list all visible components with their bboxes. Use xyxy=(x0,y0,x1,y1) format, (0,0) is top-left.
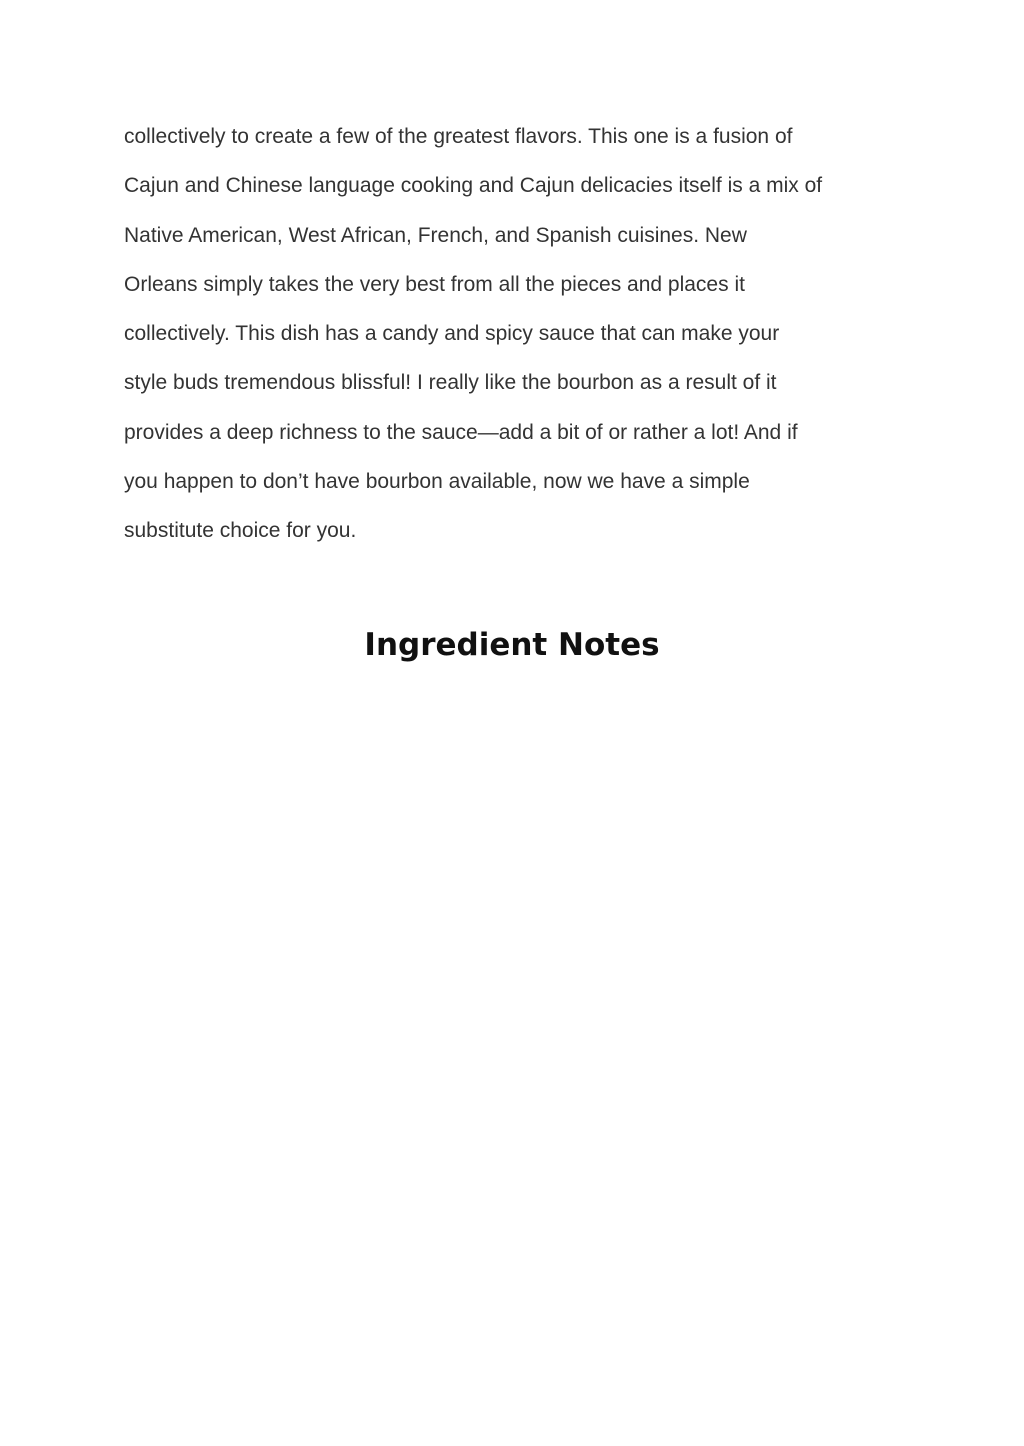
body-paragraph xyxy=(124,112,914,556)
paragraph-line: collectively. This dish has a candy and spicy sauce that can make your xyxy=(124,322,780,346)
paragraph-line: Cajun and Chinese language cooking and Cajun delicacies itself is a mix of xyxy=(124,174,823,198)
paragraph-line: substitute choice for you. xyxy=(124,519,357,543)
paragraph-line: provides a deep richness to the sauce—add a bit of or rather a lot! And if xyxy=(124,420,798,444)
paragraph-line: Native American, West African, French, and Spanish cuisines. New xyxy=(124,223,747,247)
paragraph-line: Orleans simply takes the very best from all the pieces and places it xyxy=(124,272,745,296)
section-heading-ingredient-notes: Ingredient Notes xyxy=(364,627,660,663)
paragraph-line: collectively to create a few of the greatest flavors. This one is a fusion of xyxy=(124,125,793,148)
paragraph-line: style buds tremendous blissful! I really like the bourbon as a result of it xyxy=(124,371,777,395)
paragraph-line: you happen to don’t have bourbon available, now we have a simple xyxy=(124,470,750,494)
